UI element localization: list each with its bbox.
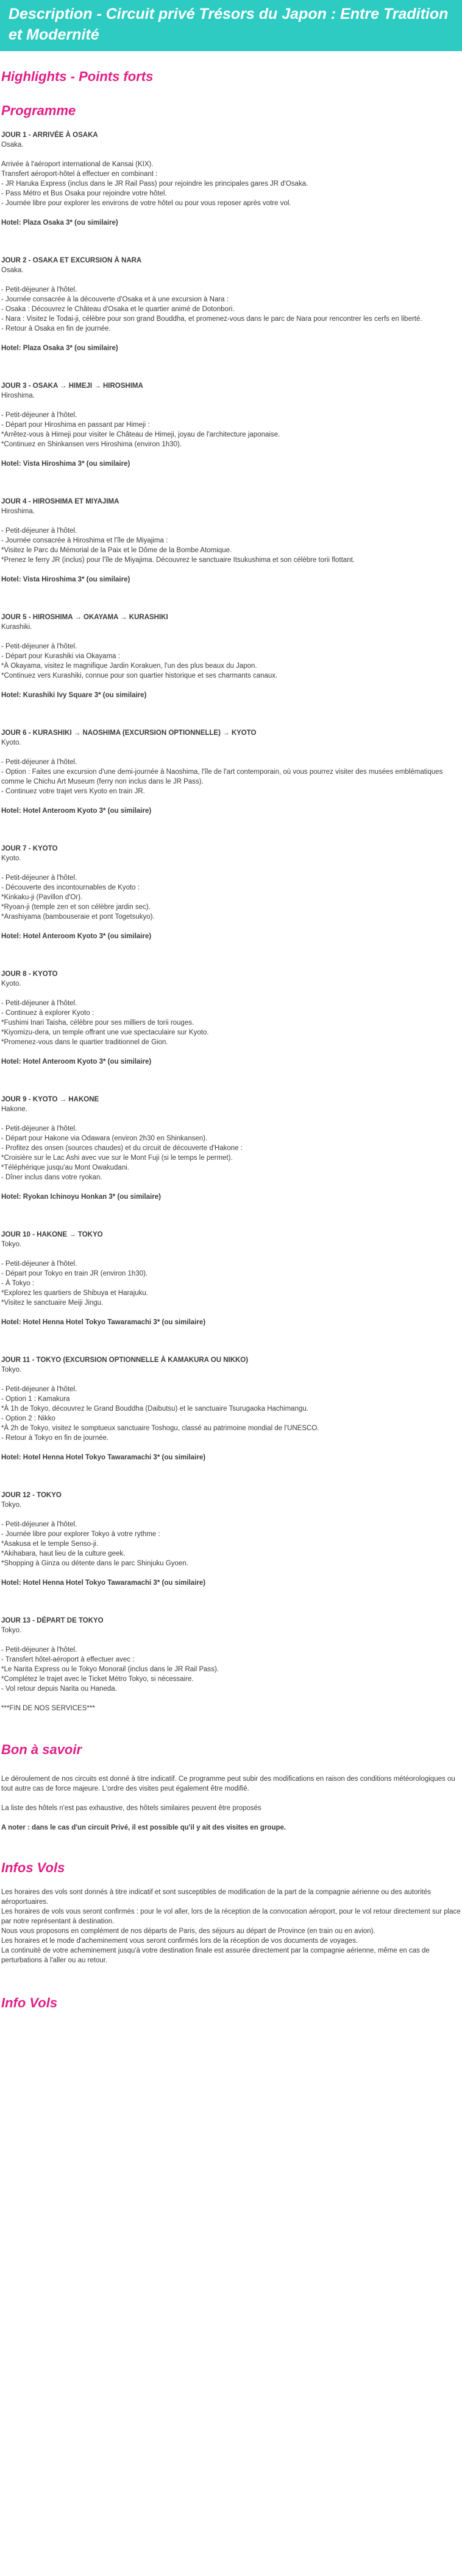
day-line: *Asakusa et le temple Senso-ji. [1,1540,99,1548]
day-line: *Croisière sur le Lac Ashi avec vue sur le Mont Fuji (si le temps le permet). [1,1154,233,1162]
day-title: JOUR 5 - HIROSHIMA → OKAYAMA → KURASHIKI [1,614,168,621]
infos-vols-paragraph: Les horaires de vols vous seront confirmés : pour le vol aller, lors de la réception de la convocation aéroport, pour le vol retour directement sur place par notre représentant à destination. [1,1908,461,1925]
infos-vols-text [1,1887,461,1965]
day-line: - Petit-déjeuner à l'hôtel. [1,643,77,650]
day-block [1,612,461,700]
day-city: Kyoto. [1,739,21,746]
day-title: JOUR 4 - HIROSHIMA ET MIYAJIMA [1,498,119,505]
day-line: *Visitez le Parc du Mémorial de la Paix et le Dôme de la Bombe Atomique. [1,547,232,554]
day-line: *À 2h de Tokyo, visitez le somptueux sanctuaire Toshogu, classé au patrimoine mondial de l'UNESCO. [1,1425,319,1432]
day-line: - Petit-déjeuner à l'hôtel. [1,1260,77,1268]
page-title-banner [0,0,462,51]
end-of-services: ***FIN DE NOS SERVICES*** [1,1705,95,1712]
day-line: - Option 2 : Nikko [1,1415,55,1422]
day-line: - Transfert hôtel-aéroport à effectuer avec : [1,1656,135,1663]
day-hotel: Hotel: Kurashiki Ivy Square 3* (ou similaire) [1,692,147,699]
bon-a-savoir-note: A noter : dans le cas d'un circuit Privé, il est possible qu'il y ait des visites en groupe. [1,1824,286,1831]
bon-a-savoir-heading: Bon à savoir [1,1742,82,1757]
day-hotel: Hotel: Hotel Anteroom Kyoto 3* (ou similaire) [1,933,152,940]
day-line: *Kiyomizu-dera, un temple offrant une vue spectaculaire sur Kyoto. [1,1029,209,1036]
day-line: - Petit-déjeuner à l'hôtel. [1,1521,77,1528]
day-line: *Arashiyama (bambouseraie et pont Togetsukyo). [1,913,155,921]
day-city: Kyoto. [1,980,21,988]
programme-heading: Programme [1,103,76,118]
day-city: Kyoto. [1,855,21,862]
day-title: JOUR 12 - TOKYO [1,1492,62,1499]
day-title: JOUR 10 - HAKONE → TOKYO [1,1231,103,1238]
day-line: - Départ pour Kurashiki via Okayama : [1,653,120,660]
day-line: - Départ pour Hakone via Odawara (environ 2h30 en Shinkansen). [1,1135,208,1142]
day-line: - Journée libre pour explorer les environs de votre hôtel ou pour vous reposer après votre vol. [1,200,291,207]
day-block [1,1230,461,1327]
day-city: Osaka. [1,141,24,149]
day-line: *Fushimi Inari Taisha, célèbre pour ses milliers de torii rouges. [1,1019,194,1027]
day-hotel: Hotel: Plaza Osaka 3* (ou similaire) [1,219,118,226]
day-line: - Petit-déjeuner à l'hôtel. [1,874,77,882]
day-line: - Retour à Osaka en fin de journée. [1,325,111,332]
infos-vols-heading: Infos Vols [1,1860,65,1875]
day-line: - Retour à Tokyo en fin de journée. [1,1434,109,1442]
day-line: - Continuez votre trajet vers Kyoto en train JR. [1,788,145,795]
day-line: *Shopping à Ginza ou détente dans le parc Shinjuku Gyoen. [1,1560,188,1567]
day-line: - Petit-déjeuner à l'hôtel. [1,1000,77,1007]
day-hotel: Hotel: Hotel Henna Hotel Tokyo Tawaramachi 3* (ou similaire) [1,1319,206,1326]
day-block [1,1355,461,1462]
page-title: Description - Circuit privé Trésors du Japon : Entre Tradition et Modernité [9,5,449,43]
day-line: *Akihabara, haut lieu de la culture geek. [1,1550,126,1557]
day-city: Hiroshima. [1,392,35,399]
day-title: JOUR 3 - OSAKA → HIMEJI → HIROSHIMA [1,382,143,390]
day-line: - Journée libre pour explorer Tokyo à votre rythme : [1,1531,160,1538]
day-line: - Petit-déjeuner à l'hôtel. [1,412,77,419]
day-line: *Complétez le trajet avec le Ticket Métro Tokyo, si nécessaire. [1,1676,194,1683]
day-line: - Vol retour depuis Narita ou Haneda. [1,1685,117,1693]
day-line: *Promenez-vous dans le quartier traditionnel de Gion. [1,1039,168,1046]
day-line: *À Okayama, visitez le magnifique Jardin Korakuen, l'un des plus beaux du Japon. [1,662,257,670]
day-line: *Visitez le sanctuaire Meiji Jingu. [1,1299,104,1307]
day-line: - Journée consacrée à Hiroshima et l'île de Miyajima : [1,537,168,544]
day-city: Tokyo. [1,1627,22,1634]
day-line: - Petit-déjeuner à l'hôtel. [1,1125,77,1132]
day-line: *Arrêtez-vous à Himeji pour visiter le Château de Himeji, joyau de l'architecture japonaise. [1,431,280,438]
day-block [1,130,461,228]
day-title: JOUR 7 - KYOTO [1,845,58,852]
day-title: JOUR 8 - KYOTO [1,970,58,978]
day-line: *Prenez le ferry JR (inclus) pour l'île de Miyajima. Découvrez le sanctuaire Itsukushima et son célèbre torii flottant. [1,556,355,564]
day-hotel: Hotel: Hotel Anteroom Kyoto 3* (ou similaire) [1,1058,152,1065]
day-line: *Le Narita Express ou le Tokyo Monorail (inclus dans le JR Rail Pass). [1,1666,219,1673]
day-city: Kurashiki. [1,623,32,631]
programme-days [1,130,461,1713]
day-line: - Départ pour Tokyo en train JR (environ 1h30). [1,1270,148,1277]
day-city: Tokyo. [1,1501,22,1509]
infos-vols-paragraph: Les horaires des vols sont donnés à titre indicatif et sont susceptibles de modification de la part de la compagnie aérienne ou des autorités aéroportuaires. [1,1889,432,1906]
day-hotel: Hotel: Hotel Henna Hotel Tokyo Tawaramachi 3* (ou similaire) [1,1579,206,1587]
day-line: *Continuez en Shinkansen vers Hiroshima (environ 1h30). [1,441,182,448]
info-vols-heading-2: Info Vols [1,1995,58,2010]
highlights-heading: Highlights - Points forts [1,69,154,84]
day-line: - Profitez des onsen (sources chaudes) et du circuit de découverte d'Hakone : [1,1145,243,1152]
day-line: *Ryoan-ji (temple zen et son célèbre jardin sec). [1,904,151,911]
day-title: JOUR 9 - KYOTO → HAKONE [1,1096,99,1103]
day-block [1,256,461,353]
day-line: *Continuez vers Kurashiki, connue pour son quartier historique et ses charmants canaux. [1,672,278,679]
day-city: Hakone. [1,1106,27,1113]
day-hotel: Hotel: Plaza Osaka 3* (ou similaire) [1,345,118,352]
day-line: - Option : Faites une excursion d'une demi-journée à Naoshima, l'île de l'art contemporain, où vous pourrez visiter des musées emblématiques comme le Chichu Art Museum (ferry non inclus dans le JR Pass). [1,768,443,785]
day-line: - Dîner inclus dans votre ryokan. [1,1174,102,1181]
day-line: - JR Haruka Express (inclus dans le JR Rail Pass) pour rejoindre les principales gares JR d'Osaka. [1,180,308,188]
bon-a-savoir-text [1,1774,461,1813]
day-line: Transfert aéroport-hôtel à effectuer en combinant : [1,170,158,178]
day-line: - Petit-déjeuner à l'hôtel. [1,1386,77,1393]
day-line: - Découverte des incontournables de Kyoto : [1,884,140,891]
infos-vols-paragraph: Nous vous proposons en complément de nos départs de Paris, des séjours au départ de Province (en train ou en avion). [1,1928,375,1935]
day-title: JOUR 13 - DÉPART DE TOKYO [1,1617,104,1624]
day-line: *Explorez les quartiers de Shibuya et Harajuku. [1,1290,148,1297]
day-line: - Journée consacrée à la découverte d'Osaka et à une excursion à Nara : [1,296,229,303]
day-line: - Petit-déjeuner à l'hôtel. [1,1646,77,1654]
day-hotel: Hotel: Vista Hiroshima 3* (ou similaire) [1,460,130,468]
day-block [1,1616,461,1713]
day-line: - Osaka : Découvrez le Château d'Osaka et le quartier animé de Dotonbori. [1,306,235,313]
day-block [1,1095,461,1202]
day-block [1,497,461,584]
day-line: - Départ pour Hiroshima en passant par Himeji : [1,421,150,429]
day-block [1,728,461,816]
day-title: JOUR 6 - KURASHIKI → NAOSHIMA (EXCURSION OPTIONNELLE) → KYOTO [1,729,257,737]
day-city: Hiroshima. [1,508,35,515]
bon-a-savoir-paragraph: La liste des hôtels n'est pas exhaustive, des hôtels similaires peuvent être proposés [1,1805,261,1812]
day-line: - À Tokyo : [1,1280,35,1287]
day-line: *Kinkaku-ji (Pavillon d'Or). [1,894,83,901]
day-city: Osaka. [1,267,24,274]
day-hotel: Hotel: Hotel Henna Hotel Tokyo Tawaramachi 3* (ou similaire) [1,1454,206,1461]
day-line: *Téléphérique jusqu'au Mont Owakudani. [1,1164,129,1171]
day-line: - Option 1 : Kamakura [1,1395,70,1403]
infos-vols-paragraph: La continuité de votre acheminement jusqu'à votre destination finale est assurée directement par la compagnie aérienne, même en cas de perturbations à l'aller ou au retour. [1,1947,430,1964]
day-block [1,381,461,469]
day-title: JOUR 2 - OSAKA ET EXCURSION À NARA [1,257,142,264]
day-line: - Petit-déjeuner à l'hôtel. [1,286,77,293]
day-title: JOUR 11 - TOKYO (EXCURSION OPTIONNELLE À KAMAKURA OU NIKKO) [1,1356,249,1364]
day-title: JOUR 1 - ARRIVÉE À OSAKA [1,132,98,139]
infos-vols-paragraph: Les horaires et le mode d'acheminement vous seront confirmés lors de la réception de vos documents de voyages. [1,1937,358,1945]
day-line: - Petit-déjeuner à l'hôtel. [1,527,77,535]
day-hotel: Hotel: Ryokan Ichinoyu Honkan 3* (ou similaire) [1,1193,161,1201]
day-block [1,1490,461,1588]
main-content [0,68,462,2012]
day-block [1,844,461,941]
day-hotel: Hotel: Vista Hiroshima 3* (ou similaire) [1,576,130,583]
day-line: Arrivée à l'aéroport international de Kansai (KIX). [1,161,154,168]
day-line: - Pass Métro et Bus Osaka pour rejoindre votre hôtel. [1,190,167,197]
day-hotel: Hotel: Hotel Anteroom Kyoto 3* (ou similaire) [1,807,152,815]
day-line: - Nara : Visitez le Todai-ji, célèbre pour son grand Bouddha, et promenez-vous dans le parc de Nara pour rencontrer les cerfs en liberté. [1,315,422,323]
day-line: - Petit-déjeuner à l'hôtel. [1,759,77,766]
day-line: - Continuez à explorer Kyoto : [1,1009,94,1017]
bon-a-savoir-paragraph: Le déroulement de nos circuits est donné à titre indicatif. Ce programme peut subir des modifications en raison des conditions météorologiques ou tout autre cas de force majeure. L'ordre des visites peut également être modifié. [1,1775,455,1792]
day-line: *À 1h de Tokyo, découvrez le Grand Bouddha (Daibutsu) et le sanctuaire Tsurugaoka Hachimangu. [1,1405,308,1413]
day-block [1,969,461,1067]
day-city: Tokyo. [1,1366,22,1374]
day-city: Tokyo. [1,1241,22,1248]
